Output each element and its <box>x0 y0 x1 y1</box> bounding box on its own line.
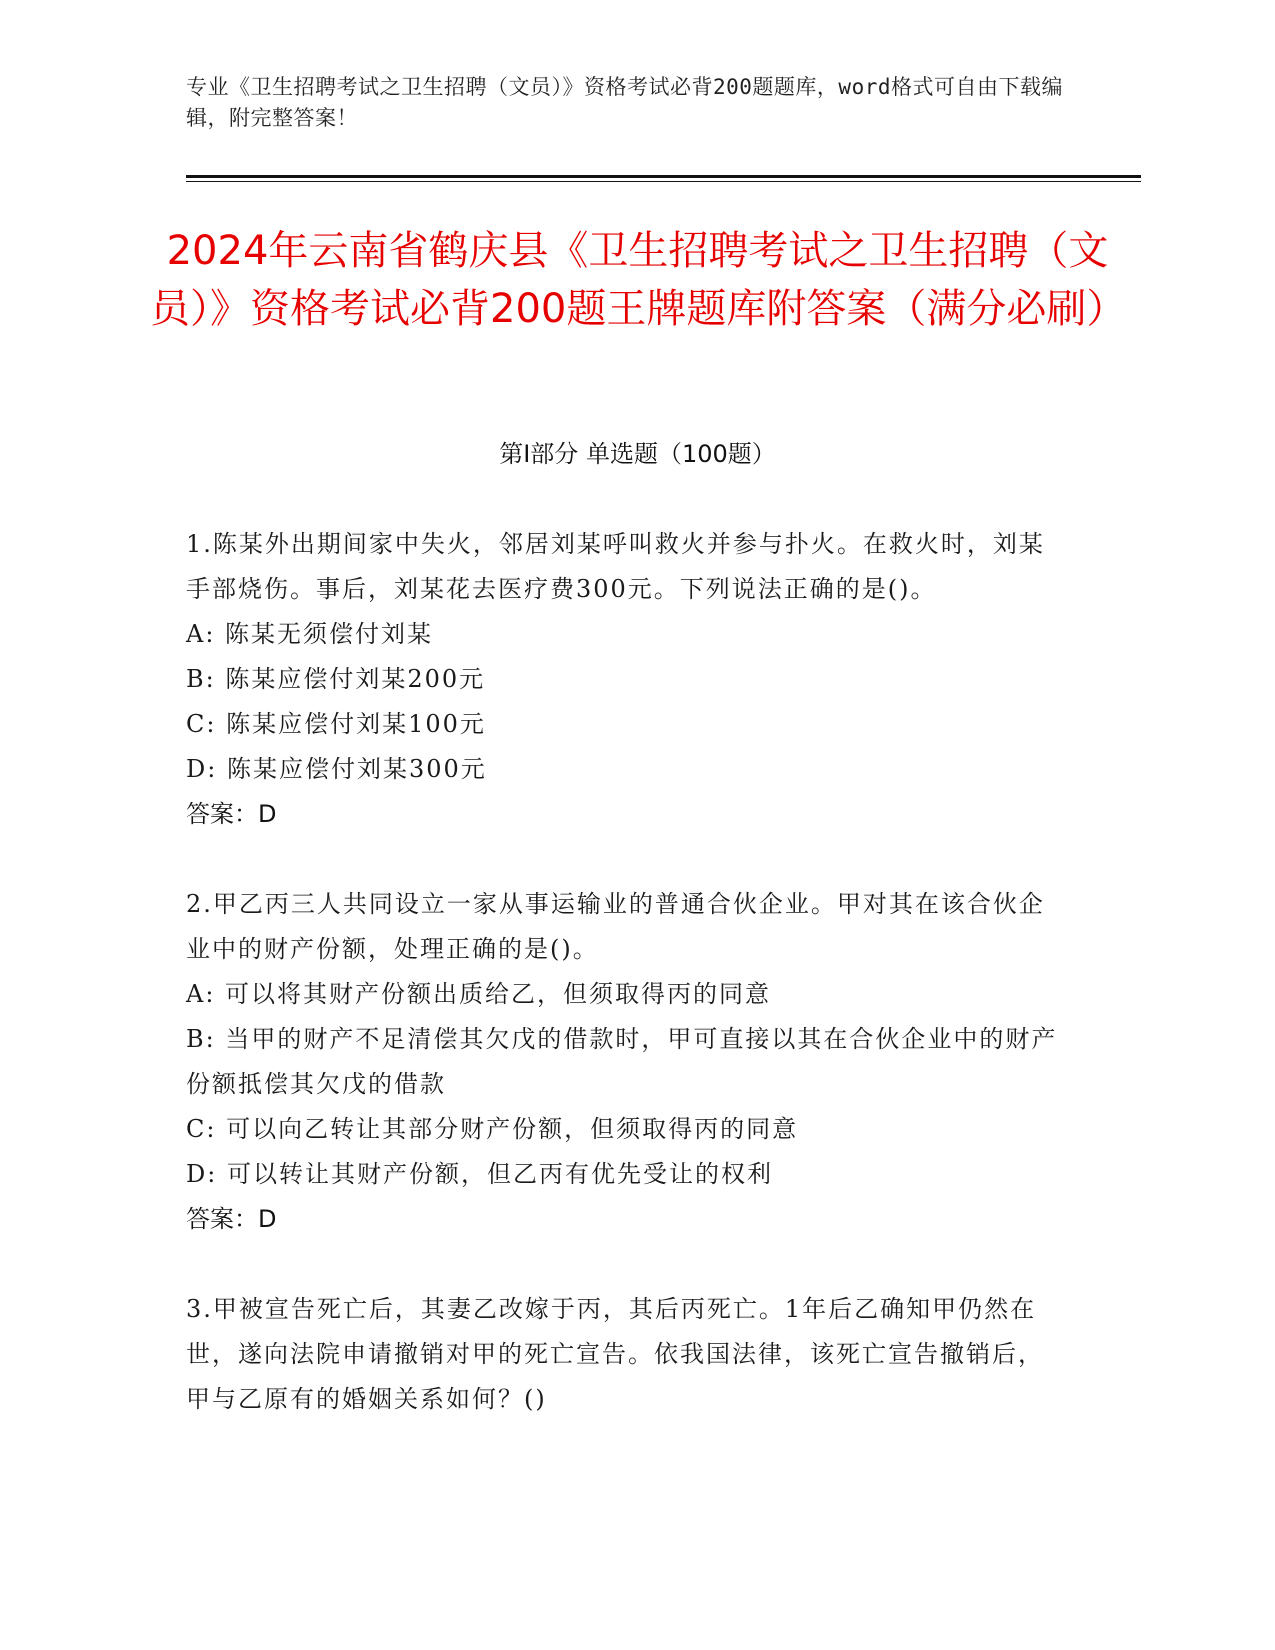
option-b: B: 当甲的财产不足清偿其欠戊的借款时，甲可直接以其在合伙企业中的财产份额抵偿其欠戊的借款 <box>186 1025 1058 1098</box>
question-1 <box>186 522 1066 837</box>
header-rule-thin <box>186 181 1141 182</box>
header-rule-thick <box>186 175 1141 178</box>
option-a: A: 陈某无须偿付刘某 <box>186 620 434 648</box>
option-b: B: 陈某应偿付刘某200元 <box>186 665 486 693</box>
question-stem: 1.陈某外出期间家中失火，邻居刘某呼叫救火并参与扑火。在救火时，刘某手部烧伤。事后，刘某花去医疗费300元。下列说法正确的是()。 <box>186 530 1045 603</box>
question-stem: 2.甲乙丙三人共同设立一家从事运输业的普通合伙企业。甲对其在该合伙企业中的财产份额，处理正确的是()。 <box>186 890 1045 963</box>
answer: 答案：D <box>186 1205 277 1233</box>
question-stem: 3.甲被宣告死亡后，其妻乙改嫁于丙，其后丙死亡。1年后乙确知甲仍然在世，遂向法院申请撤销对甲的死亡宣告。依我国法律，该死亡宣告撤销后，甲与乙原有的婚姻关系如何？() <box>186 1295 1044 1413</box>
option-d: D: 可以转让其财产份额，但乙丙有优先受让的权利 <box>186 1160 773 1188</box>
question-list <box>186 522 1066 1467</box>
option-c: C: 陈某应偿付刘某100元 <box>186 710 486 738</box>
header-note: 专业《卫生招聘考试之卫生招聘（文员）》资格考试必背200题题库，word格式可自由下载编辑，附完整答案！ <box>186 75 1063 130</box>
question-3 <box>186 1287 1066 1422</box>
section-heading: 第I部分 单选题（100题） <box>499 440 776 468</box>
question-2 <box>186 882 1066 1242</box>
option-a: A: 可以将其财产份额出质给乙，但须取得丙的同意 <box>186 980 772 1008</box>
option-d: D: 陈某应偿付刘某300元 <box>186 755 487 783</box>
document-title: 2024年云南省鹤庆县《卫生招聘考试之卫生招聘（文员）》资格考试必背200题王牌题库附答案（满分必刷） <box>150 228 1127 332</box>
option-c: C: 可以向乙转让其部分财产份额，但须取得丙的同意 <box>186 1115 799 1143</box>
answer: 答案：D <box>186 800 277 828</box>
